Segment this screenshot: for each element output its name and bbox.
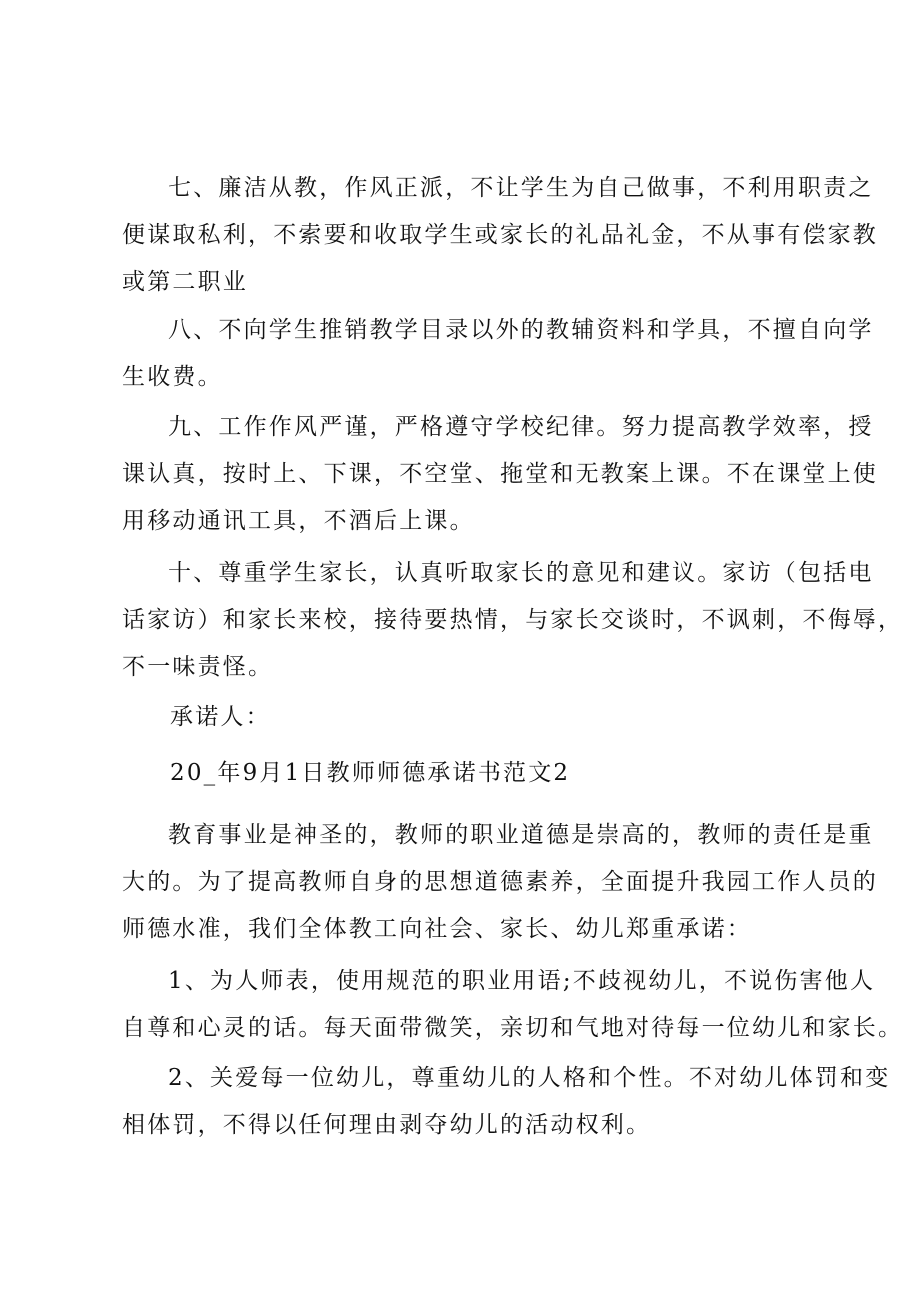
paragraph-item-8	[122, 307, 874, 401]
text-line: 大的。为了提高教师自身的思想道德素养，全面提升我园工作人员的	[122, 869, 878, 895]
text-line: 不一味责怪。	[122, 654, 274, 680]
text-line: 课认真，按时上、下课，不空堂、拖堂和无教案上课。不在课堂上使	[122, 461, 878, 487]
text-line: 十、尊重学生家长，认真听取家长的意见和建议。家访（包括电	[168, 560, 874, 586]
paragraph-intro	[122, 812, 878, 953]
section-heading: 20_年9月1日教师师德承诺书范文2	[170, 760, 571, 786]
paragraph-pledge-2	[122, 1055, 891, 1149]
text-line: 相体罚，不得以任何理由剥夺幼儿的活动权利。	[122, 1112, 652, 1138]
paragraph-item-7	[122, 165, 878, 306]
text-line: 九、工作作风严谨，严格遵守学校纪律。努力提高教学效率，授	[168, 414, 874, 440]
text-line: 1、为人师表，使用规范的职业用语;不歧视幼儿，不说伤害他人	[168, 968, 876, 994]
text-line: 七、廉洁从教，作风正派，不让学生为自己做事，不利用职责之	[168, 175, 874, 201]
text-line: 2、关爱每一位幼儿，尊重幼儿的人格和个性。不对幼儿体罚和变	[168, 1065, 891, 1091]
text-line: 用移动通讯工具，不酒后上课。	[122, 508, 475, 534]
text-line: 师德水准，我们全体教工向社会、家长、幼儿郑重承诺：	[122, 916, 752, 942]
text-line: 教育事业是神圣的，教师的职业道德是崇高的，教师的责任是重	[168, 822, 874, 848]
paragraph-pledge-1	[122, 958, 904, 1052]
text-line: 自尊和心灵的话。每天面带微笑，亲切和气地对待每一位幼儿和家长。	[122, 1015, 904, 1041]
signer-label: 承诺人：	[170, 704, 271, 730]
text-line: 话家访）和家长来校，接待要热情，与家长交谈时，不讽刺，不侮辱，	[122, 607, 904, 633]
text-line: 或第二职业	[122, 269, 248, 295]
text-line: 生收费。	[122, 364, 223, 390]
text-line: 八、不向学生推销教学目录以外的教辅资料和学具，不擅自向学	[168, 317, 874, 343]
paragraph-item-10	[122, 550, 904, 691]
text-line: 便谋取私利，不索要和收取学生或家长的礼品礼金，不从事有偿家教	[122, 222, 878, 248]
paragraph-item-9	[122, 404, 878, 545]
